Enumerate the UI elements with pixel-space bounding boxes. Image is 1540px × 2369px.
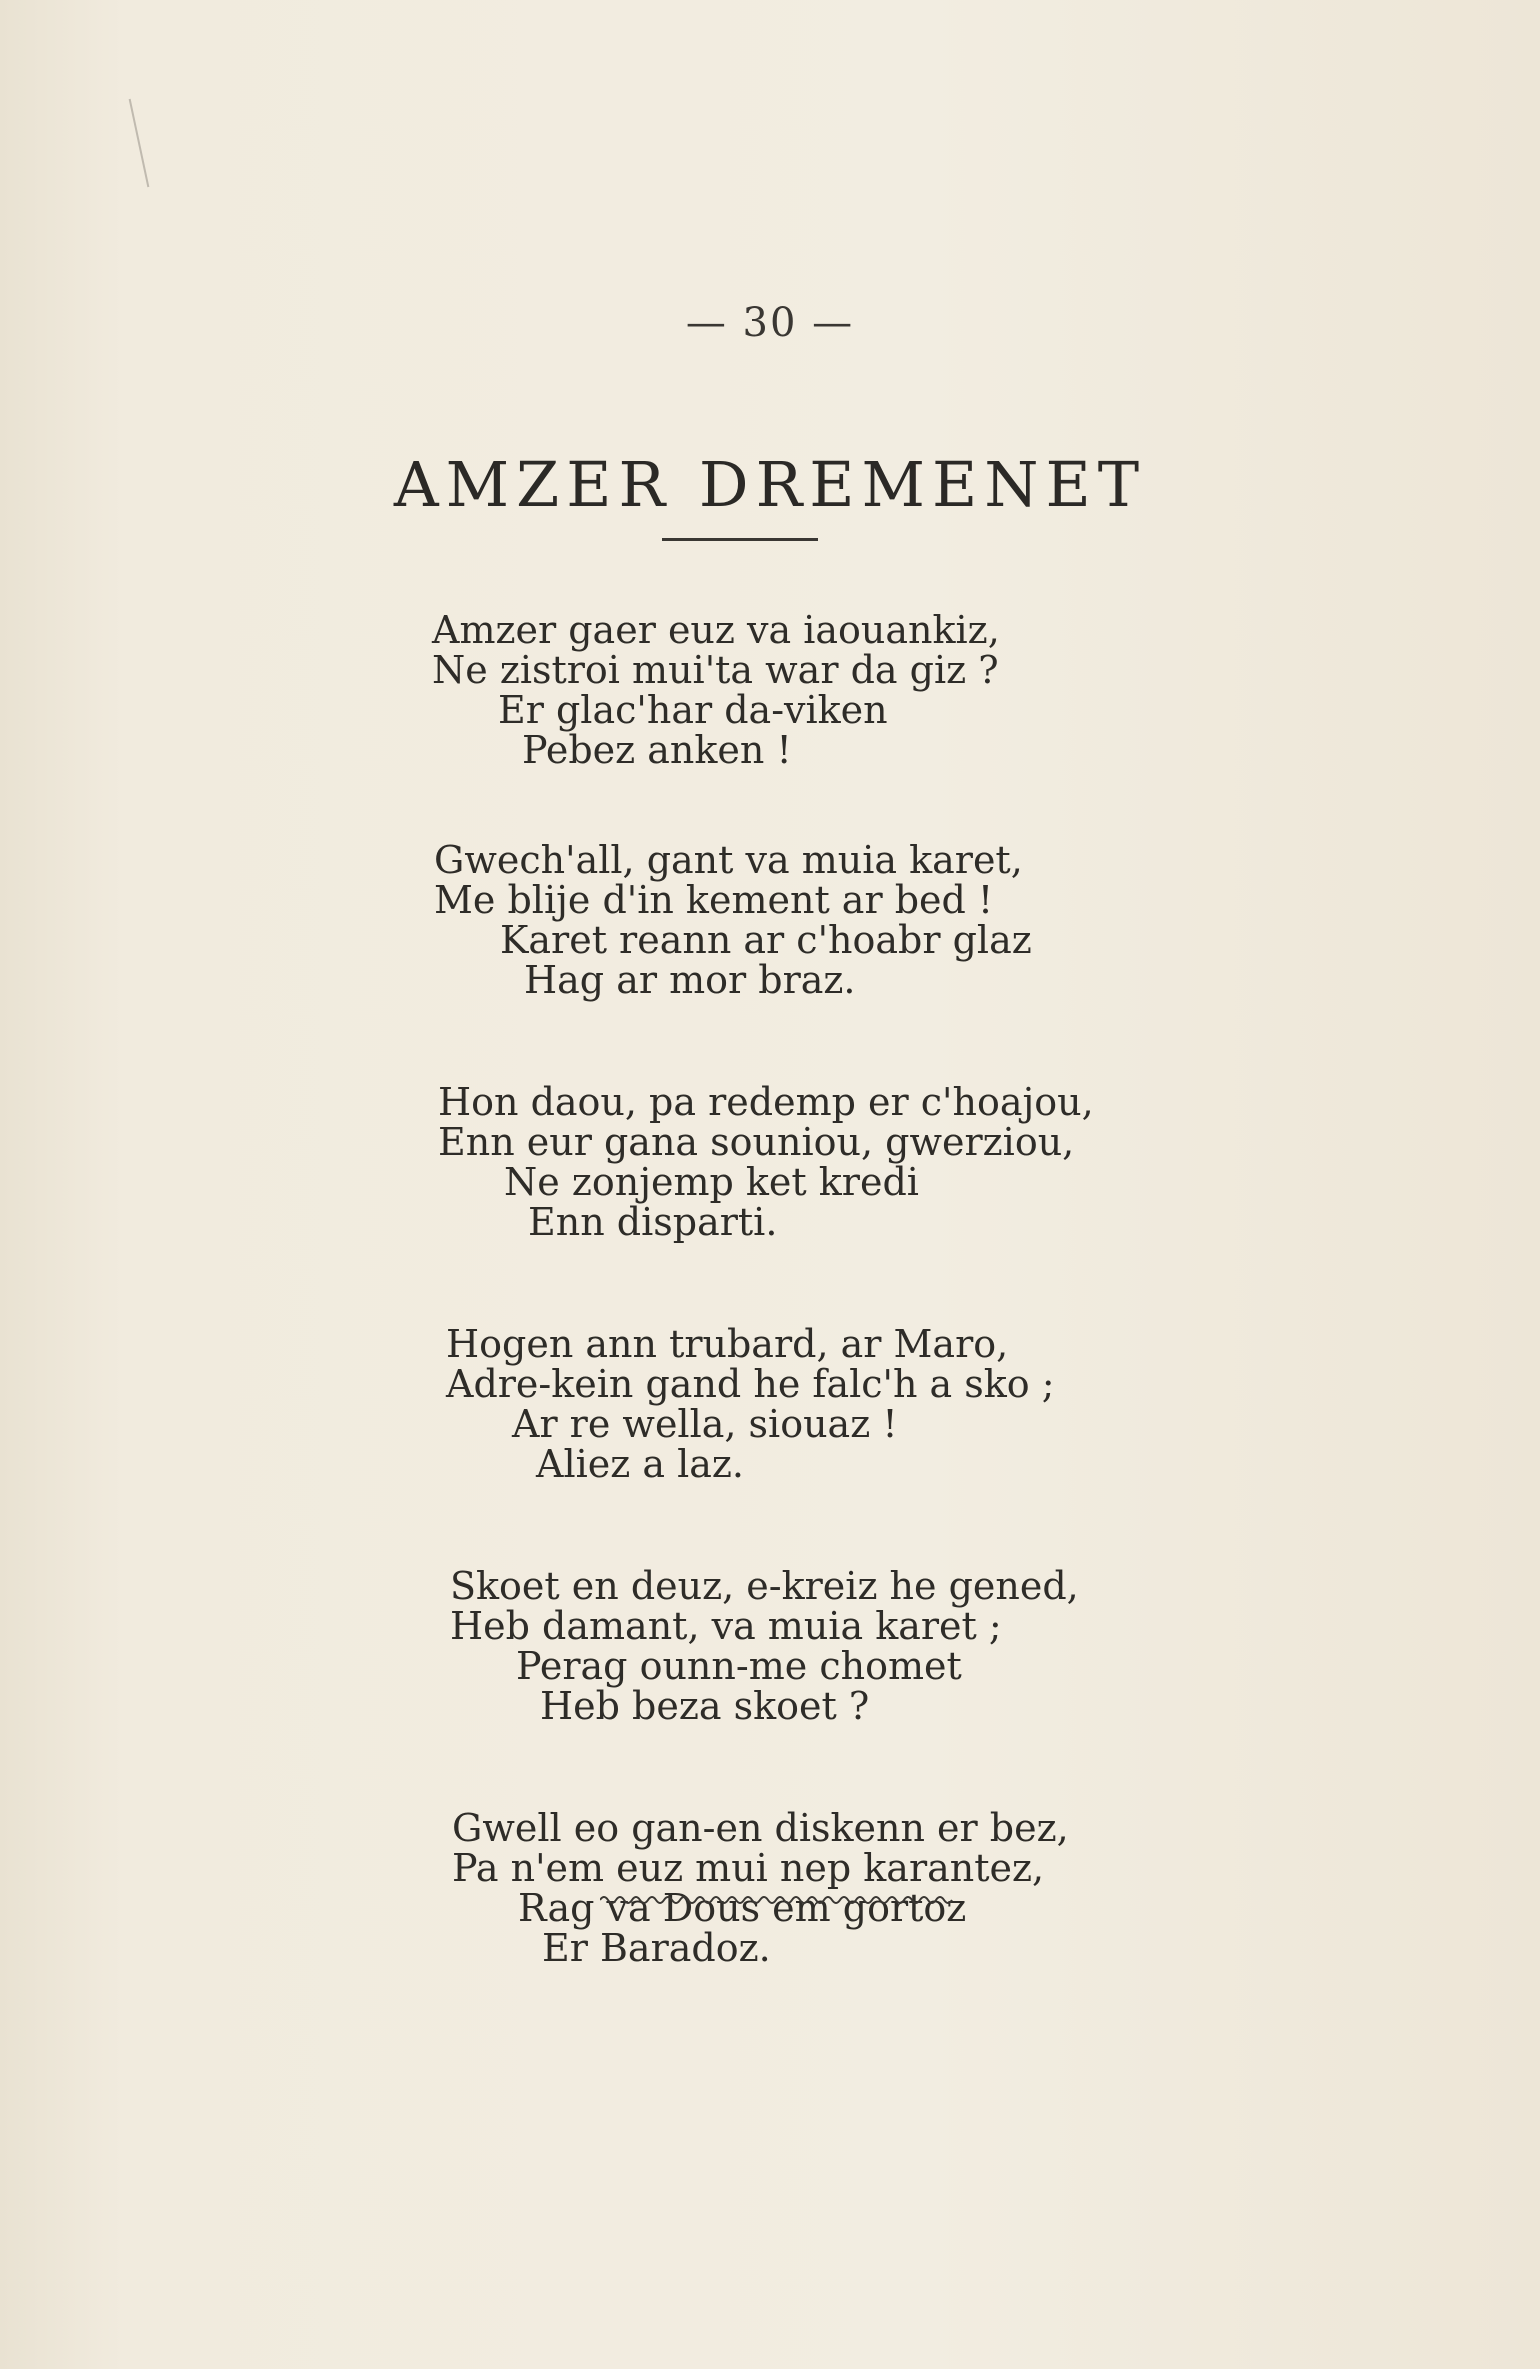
poem-line: Me blije d'in kement ar bed !	[434, 878, 994, 922]
paper-crease-mark	[129, 99, 150, 187]
stanza-6	[452, 1808, 1540, 1968]
poem-line: Karet reann ar c'hoabr glaz	[500, 918, 1032, 962]
poem-title: AMZER DREMENET	[393, 448, 1147, 521]
poem-line: Hag ar mor braz.	[524, 958, 856, 1002]
poem-line: Pa n'em euz mui nep karantez,	[452, 1846, 1045, 1890]
poem-line: Ne zonjemp ket kredi	[504, 1160, 919, 1204]
poem-line: Pebez anken !	[522, 728, 792, 772]
poem-line: Er glac'har da-viken	[498, 688, 888, 732]
poem-body	[0, 610, 1540, 2050]
poem-line: Gwech'all, gant va muia karet,	[434, 838, 1023, 882]
stanza-3	[438, 1082, 1540, 1242]
poem-line: Skoet en deuz, e-kreiz he gened,	[450, 1564, 1079, 1608]
poem-line: Ne zistroi mui'ta war da giz ?	[432, 648, 999, 692]
poem-line: Hogen ann trubard, ar Maro,	[446, 1322, 1009, 1366]
stanza-5	[450, 1566, 1540, 1726]
poem-line: Amzer gaer euz va iaouankiz,	[432, 608, 1000, 652]
poem-line: Enn eur gana souniou, gwerziou,	[438, 1120, 1075, 1164]
poem-line: Perag ounn-me chomet	[516, 1644, 962, 1688]
poem-line: Enn disparti.	[528, 1200, 778, 1244]
poem-line: Heb damant, va muia karet ;	[450, 1604, 1002, 1648]
page-number: — 30 —	[685, 300, 855, 346]
stanza-2	[434, 840, 1540, 1000]
stanza-1	[432, 610, 1540, 770]
poem-line: Rag va Dous em gortoz	[518, 1886, 967, 1930]
poem-line: Ar re wella, siouaz !	[512, 1402, 898, 1446]
poem-line: Hon daou, pa redemp er c'hoajou,	[438, 1080, 1094, 1124]
poem-line: Aliez a laz.	[536, 1442, 744, 1486]
poem-line: Heb beza skoet ?	[540, 1684, 870, 1728]
poem-line: Gwell eo gan-en diskenn er bez,	[452, 1806, 1069, 1850]
poem-line: Adre-kein gand he falc'h a sko ;	[446, 1362, 1055, 1406]
stanza-4	[446, 1324, 1540, 1484]
poem-line: Er Baradoz.	[542, 1926, 771, 1970]
title-underline	[662, 538, 818, 541]
wavy-rule-icon	[600, 1890, 956, 1906]
